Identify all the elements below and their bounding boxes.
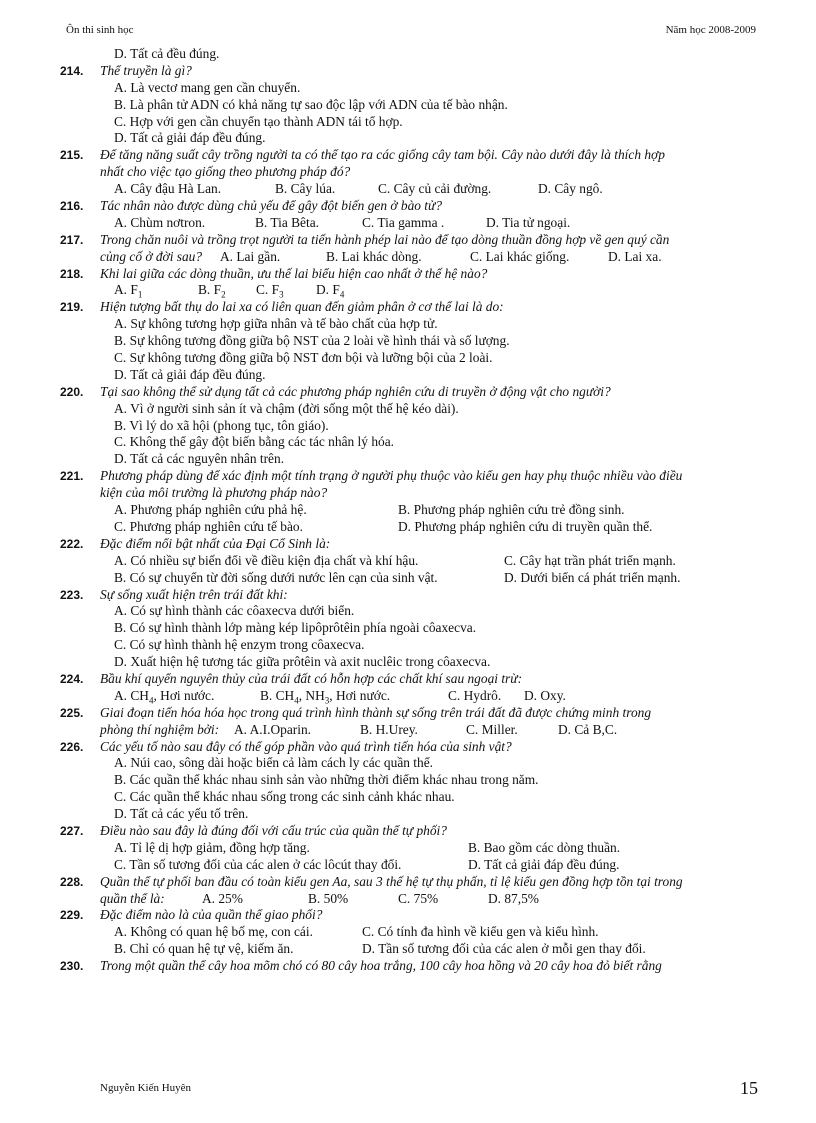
question-stem: Khi lai giữa các dòng thuần, ưu thế lai biểu hiện cao nhất ở thế hệ nào?	[100, 265, 488, 281]
question-227	[60, 823, 760, 840]
option-d: D. Tất cả giải đáp đều đúng.	[114, 130, 266, 146]
question-221	[60, 468, 760, 485]
question-230	[60, 958, 760, 975]
option-a: A. Lai gần.	[220, 248, 281, 264]
option-d: D. Lai xa.	[608, 248, 662, 264]
option-d: D. Cây ngô.	[538, 181, 603, 197]
header-left: Ôn thi sinh học	[66, 24, 134, 36]
question-stem-cont: quần thể là:	[100, 890, 165, 906]
option-c: C. Lai khác giống.	[470, 248, 570, 264]
option-b: B. H.Urey.	[360, 721, 418, 737]
option-c: C. Cây củ cải đường.	[378, 181, 492, 197]
question-218	[60, 266, 760, 283]
option-b: B. 50%	[308, 890, 349, 906]
question-number: 223.	[60, 587, 84, 602]
question-number: 218.	[60, 266, 84, 281]
option-d: D. $F_4$	[316, 282, 345, 301]
question-stem-cont: củng cố ở đời sau?	[100, 248, 203, 264]
option-c: C. Các quần thể khác nhau sống trong các sinh cảnh khác nhau.	[114, 789, 455, 805]
option-b: B. $CH_4$, $NH_3$, Hơi nước.	[260, 687, 391, 706]
option-d: D. Dưới biển cá phát triển mạnh.	[504, 569, 681, 585]
option-c: C. Hợp với gen cần chuyển tạo thành ADN tái tổ hợp.	[114, 113, 403, 129]
question-stem: Sự sống xuất hiện trên trái đất khi:	[100, 586, 288, 602]
question-number: 226.	[60, 739, 84, 754]
option-d: D. Oxy.	[524, 687, 566, 703]
option-b: B. Có sự chuyển từ đời sống dưới nước lên cạn của sinh vật.	[114, 569, 438, 585]
question-list	[60, 46, 760, 975]
question-number: 222.	[60, 536, 84, 551]
option-c: C. Có sự hình thành hệ enzym trong côaxecva.	[114, 637, 365, 653]
question-228	[60, 874, 760, 891]
question-stem-cont: phòng thí nghiệm bởi:	[100, 721, 220, 737]
question-stem: Để tăng năng suất cây trồng người ta có thể tạo ra các giống cây tam bội. Cây nào dưới đây là thích hợp	[100, 147, 665, 163]
option-a: A. Vì ở người sinh sản ít và chậm (đời sống một thế hệ kéo dài).	[114, 400, 459, 416]
option-a: A. Tỉ lệ dị hợp giảm, đồng hợp tăng.	[114, 839, 310, 855]
option-d: D. 87,5%	[488, 890, 539, 906]
question-stem: Quần thể tự phối ban đầu có toàn kiểu gen Aa, sau 3 thế hệ tự thụ phấn, tỉ lệ kiểu gen đồng hợp tồn tại trong	[100, 873, 683, 889]
option-a: A. Có sự hình thành các côaxecva dưới biển.	[114, 603, 355, 619]
footer-author: Nguyễn Kiến Huyên	[100, 1082, 192, 1094]
question-229	[60, 907, 760, 924]
question-stem: Đặc điểm nổi bật nhất của Đại Cổ Sinh là:	[100, 535, 331, 551]
page-number: 15	[740, 1078, 758, 1098]
option-b: B. Bao gồm các dòng thuần.	[468, 839, 621, 855]
question-number: 227.	[60, 823, 84, 838]
question-number: 224.	[60, 671, 84, 686]
question-number: 228.	[60, 874, 84, 889]
question-219	[60, 299, 760, 316]
question-stem: Điều nào sau đây là đúng đối với cấu trúc của quần thể tự phối?	[100, 822, 447, 838]
option-c: C. Hydrô.	[448, 687, 502, 703]
option: D. Tất cả đều đúng.	[114, 46, 220, 61]
option-a: A. 25%	[202, 890, 243, 906]
option-a: A. A.I.Oparin.	[234, 721, 311, 737]
option-b: B. Lai khác dòng.	[326, 248, 422, 264]
header-right: Năm học 2008-2009	[665, 24, 756, 36]
option-a: A. Không có quan hệ bố mẹ, con cái.	[114, 924, 313, 940]
question-stem: Tại sao không thể sử dụng tất cả các phương pháp nghiên cứu di truyền ở động vật cho người?	[100, 383, 611, 399]
option-a: A. Chùm nơtron.	[114, 214, 206, 230]
question-number: 214.	[60, 63, 84, 78]
question-225	[60, 705, 760, 722]
question-number: 229.	[60, 908, 84, 923]
question-217	[60, 232, 760, 249]
question-stem: Trong một quần thể cây hoa mõm chó có 80 cây hoa trắng, 100 cây hoa hồng và 20 cây hoa đỏ biết rằng	[100, 958, 662, 974]
option-d: D. Tất cả giải đáp đều đúng.	[114, 366, 266, 382]
option-c: C. 75%	[398, 890, 439, 906]
option-b: B. Chỉ có quan hệ tự vệ, kiếm ăn.	[114, 941, 294, 957]
question-215	[60, 147, 760, 164]
option-b: B. Có sự hình thành lớp màng kép lipôprôtêin phía ngoài côaxecva.	[114, 620, 477, 636]
option-b: B. Là phân tử ADN có khả năng tự sao độc lập với ADN của tế bào nhận.	[114, 96, 508, 112]
question-stem: Giai đoạn tiến hóa hóa học trong quá trình hình thành sự sống trên trái đất đã được chứng minh trong	[100, 704, 652, 720]
question-stem: Các yếu tố nào sau đây có thể góp phần vào quá trình tiến hóa của sinh vật?	[100, 738, 512, 754]
option-d: D. Phương pháp nghiên cứu di truyền quần thể.	[398, 518, 653, 534]
question-224	[60, 671, 760, 688]
option-c: C. Sự không tương đồng giữa bộ NST đơn bội và lưỡng bội của 2 loài.	[114, 350, 493, 366]
option-a: A. Sự không tương hợp giữa nhân và tế bào chất của hợp tử.	[114, 316, 438, 332]
option-d: D. Xuất hiện hệ tương tác giữa prôtêin và axit nuclêic trong côaxecva.	[114, 654, 491, 670]
option-d: D. Tần số tương đối của các alen ở mỗi gen thay đổi.	[362, 941, 646, 957]
question-number: 216.	[60, 199, 84, 214]
question-number: 215.	[60, 148, 84, 163]
option-c: C. Tần số tương đối của các alen ở các lôcút thay đổi.	[114, 856, 402, 872]
option-d: D. Cả B,C.	[558, 721, 618, 737]
question-220	[60, 384, 760, 401]
option-c: C. Phương pháp nghiên cứu tế bào.	[114, 518, 303, 534]
question-number: 220.	[60, 384, 84, 399]
question-number: 217.	[60, 232, 84, 247]
option-a: A. Cây đậu Hà Lan.	[114, 181, 222, 197]
option-d: D. Tất cả các yếu tố trên.	[114, 806, 249, 822]
option-c: C. Tia gamma .	[362, 214, 445, 230]
option-a: A. $F_1$	[114, 282, 143, 301]
option-b: B. Phương pháp nghiên cứu trẻ đồng sinh.	[398, 502, 625, 518]
question-223	[60, 587, 760, 604]
question-number: 221.	[60, 469, 84, 484]
option-c: C. $F_3$	[256, 282, 284, 301]
option-a: A. Phương pháp nghiên cứu phả hệ.	[114, 502, 307, 518]
option-b: B. Cây lúa.	[275, 181, 336, 197]
option-d: D. Tất cả các nguyên nhân trên.	[114, 451, 285, 467]
question-number: 225.	[60, 705, 84, 720]
option-b: B. Sự không tương đồng giữa bộ NST của 2 loài về hình thái và số lượng.	[114, 333, 510, 349]
option-a: A. $CH_4$, Hơi nước.	[114, 687, 215, 706]
question-222	[60, 536, 760, 553]
option-b: B. Các quần thể khác nhau sinh sản vào những thời điểm khác nhau trong năm.	[114, 772, 539, 788]
option-c: C. Có tính đa hình về kiểu gen và kiểu hình.	[362, 924, 599, 940]
question-number: 230.	[60, 959, 84, 974]
option-c: C. Cây hạt trần phát triển mạnh.	[504, 552, 676, 568]
question-216	[60, 198, 760, 215]
option-d: D. Tất cả giải đáp đều đúng.	[468, 856, 620, 872]
option-c: C. Miller.	[466, 721, 518, 737]
option-a: A. Là vectơ mang gen cần chuyển.	[114, 79, 301, 95]
list-item	[60, 46, 760, 63]
option-b: B. Vì lý do xã hội (phong tục, tôn giáo).	[114, 417, 329, 433]
question-226	[60, 739, 760, 756]
question-stem-cont: nhất cho việc tạo giống theo phương pháp đó?	[100, 164, 351, 180]
question-214	[60, 63, 760, 80]
option-c: C. Không thể gây đột biến bằng các tác nhân lý hóa.	[114, 434, 395, 450]
option-a: A. Có nhiều sự biến đổi về điều kiện địa chất và khí hậu.	[114, 552, 419, 568]
question-stem-cont: kiện của môi trường là phương pháp nào?	[100, 485, 328, 501]
question-stem: Tác nhân nào được dùng chủ yếu để gây đột biến gen ở bào tử?	[100, 198, 443, 214]
question-stem: Hiện tượng bất thụ do lai xa có liên quan đến giảm phân ở cơ thể lai là do:	[100, 299, 504, 315]
option-a: A. Núi cao, sông dài hoặc biển cả làm cách ly các quần thể.	[114, 755, 434, 771]
question-stem: Bầu khí quyển nguyên thủy của trái đất có hỗn hợp các chất khí sau ngoại trừ:	[100, 670, 523, 686]
question-stem: Phương pháp dùng để xác định một tính trạng ở người phụ thuộc vào kiểu gen hay phụ thuộc nhiều vào điều	[100, 468, 683, 484]
question-number: 219.	[60, 300, 84, 315]
option-b: B. $F_2$	[198, 282, 226, 301]
question-stem: Đặc điểm nào là của quần thể giao phối?	[100, 907, 323, 923]
question-stem: Thể truyền là gì?	[100, 62, 192, 78]
option-b: B. Tia Bêta.	[255, 214, 319, 230]
question-stem: Trong chăn nuôi và trồng trọt người ta tiến hành phép lai nào để tạo dòng thuần đồng hợp về gen quý cần	[100, 231, 670, 247]
option-d: D. Tia tử ngoại.	[486, 214, 571, 230]
